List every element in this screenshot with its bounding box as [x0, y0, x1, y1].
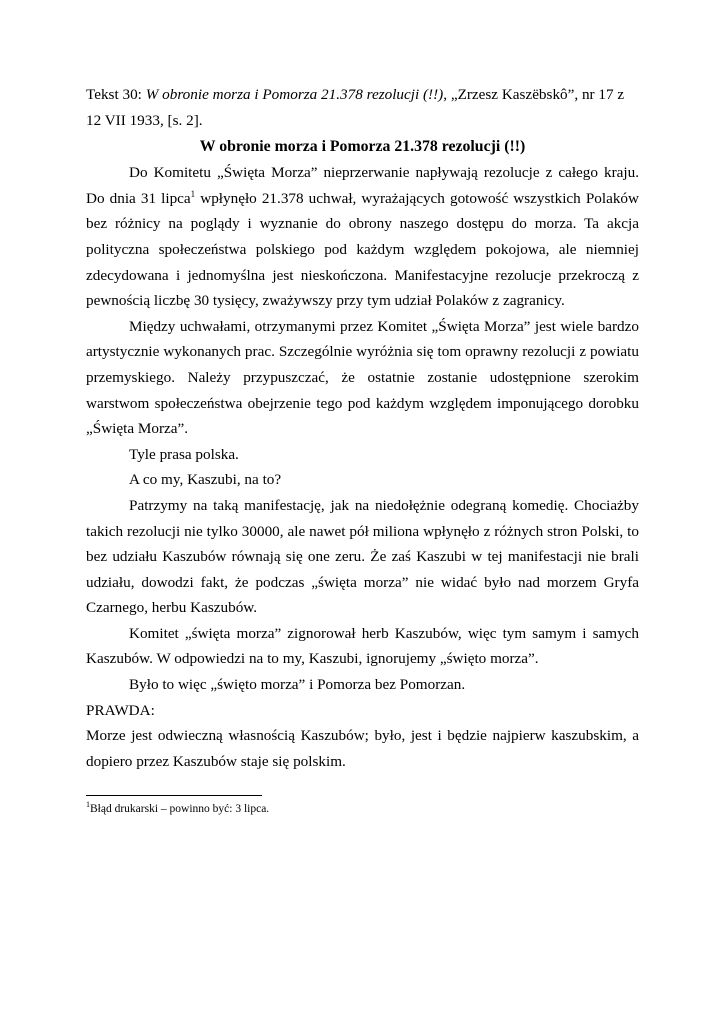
- paragraph-7: Było to więc „święto morza” i Pomorza bez Pomorzan.: [129, 676, 466, 694]
- footnote-mark: 1: [86, 800, 90, 810]
- paragraph-2: Między uchwałami, otrzymanymi przez Komitet „Święta Morza” jest wiele bardzo artystycznie wykonanych prac. Szczególnie wyróżnia się tom oprawny rezolucji z powiatu przemyskiego. Należy przypuszczać, że ostatnie zostanie udostępnione szerokim warstwom społeczeństwa obejrzenie tego pod każdym względem imponującego dorobku „Święta Morza”.: [86, 317, 639, 438]
- citation-suffix: , „Zrzesz Kaszëbskô”, nr 17 z: [443, 86, 625, 103]
- paragraph-9: Morze jest odwieczną własnością Kaszubów; było, jest i będzie najpierw kaszubskim, a dopiero przez Kaszubów staje się polskim.: [86, 727, 639, 770]
- citation-date: 12 VII 1933, [s. 2].: [86, 111, 203, 129]
- paragraph-8: PRAWDA:: [86, 701, 155, 719]
- footnote-divider: [86, 795, 262, 796]
- paragraph-6: Komitet „święta morza” zignorował herb Kaszubów, więc tym samym i samych Kaszubów. W odpowiedzi na to my, Kaszubi, ignorujemy „święto morza”.: [86, 624, 639, 668]
- paragraph-1-text-a: Do Komitetu „Święta Morza” nieprzerwanie napływają rezolucje z całego kraju. Do dnia 31 lipca: [86, 164, 639, 207]
- paragraph-1: [86, 160, 639, 314]
- citation-prefix: Tekst 30:: [86, 86, 146, 103]
- citation-title: W obronie morza i Pomorza 21.378 rezolucji (!!): [145, 86, 444, 103]
- source-citation: [86, 82, 639, 133]
- footnote-reference[interactable]: 1: [190, 188, 196, 199]
- footnote: [86, 801, 269, 817]
- paragraph-3: Tyle prasa polska.: [129, 445, 239, 463]
- document-body: [86, 82, 639, 774]
- paragraph-5: Patrzymy na taką manifestację, jak na niedołężnie odegraną komedię. Chociażby takich rezolucji nie tylko 30000, ale nawet pół miliona wpłynęło z różnych stron Polski, to bez udziału Kaszubów równają się one zeru. Że zaś Kaszubi w tej manifestacji nie brali udziału, dowodzi fakt, że podczas „święta morza” nie widać było nad morzem Gryfa Czarnego, herbu Kaszubów.: [86, 496, 639, 617]
- footnote-text: Błąd drukarski – powinno być: 3 lipca.: [90, 803, 270, 815]
- paragraph-4: A co my, Kaszubi, na to?: [129, 471, 282, 489]
- paragraph-1-text-b: wpłynęło 21.378 uchwał, wyrażających gotowość wszystkich Polaków bez różnicy na poglądy i wyznanie do obrony naszego dostępu do morza. Ta akcja polityczna społeczeństwa polskiego pod każdym względem pokojowa, ale niemniej zdecydowana i jednomyślna jest nieskończona. Manifestacyjne rezolucje przekroczą z pewnością liczbę 30 tysięcy, zważywszy przy tym udział Polaków z zagranicy.: [86, 189, 639, 310]
- article-heading: W obronie morza i Pomorza 21.378 rezolucji (!!): [199, 138, 526, 156]
